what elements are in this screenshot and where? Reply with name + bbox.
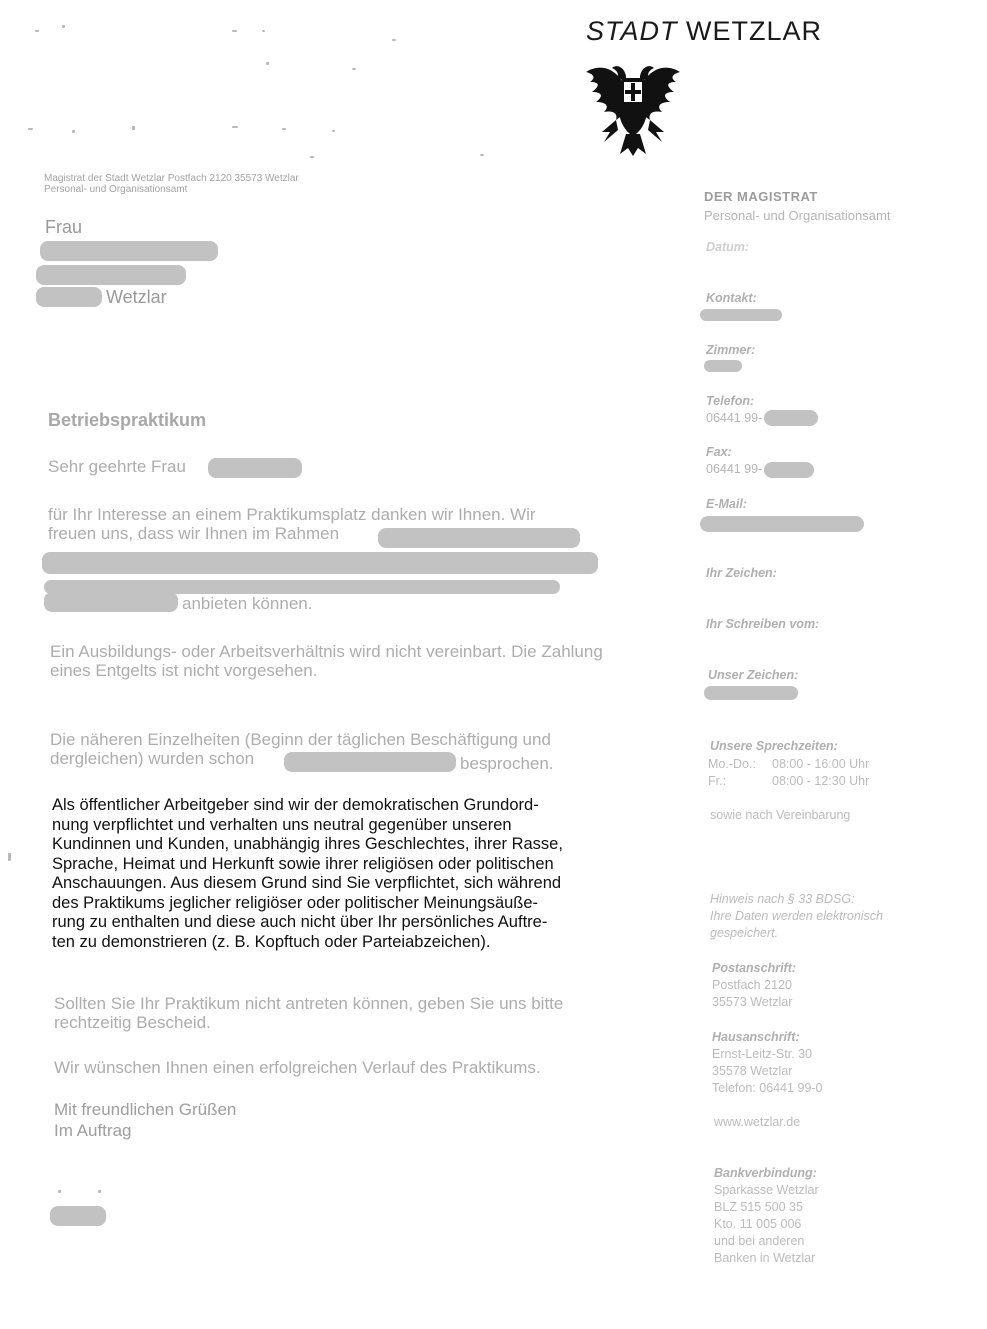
- eagle-coat-of-arms-icon: [582, 58, 684, 158]
- email-label: E-Mail:: [706, 497, 747, 511]
- sidebar-department: Personal- und Organisationsamt: [704, 208, 891, 223]
- your-reference-label: Ihr Zeichen:: [706, 566, 777, 580]
- phone-value: 06441 99-: [706, 411, 763, 425]
- paragraph-line: Anschauungen. Aus diesem Grund sind Sie verpflichtet, sich während: [52, 874, 562, 892]
- redaction-bar: [764, 462, 814, 478]
- body-paragraph: für Ihr Interesse an einem Praktikumsplatz danken wir Ihnen. Wir: [48, 505, 536, 524]
- paragraph-line: Als öffentlicher Arbeitgeber sind wir der demokratischen Grundord-: [52, 796, 539, 814]
- paragraph-line: des Praktikums jeglicher religiöser oder politischer Meinungsäuße-: [52, 893, 539, 912]
- body-paragraph: besprochen.: [460, 754, 554, 773]
- office-hours: [708, 756, 869, 790]
- recipient-city: Wetzlar: [106, 287, 167, 307]
- body-paragraph: dergleichen) wurden schon: [50, 749, 255, 768]
- street-address: [712, 1046, 823, 1097]
- fax-label: Fax:: [706, 445, 732, 459]
- date-label: Datum:: [706, 240, 750, 254]
- body-paragraph: Wir wünschen Ihnen einen erfolgreichen Verlauf des Praktikums.: [54, 1058, 541, 1077]
- recipient-salutation: Frau: [45, 217, 83, 237]
- redaction-bar: [700, 516, 864, 532]
- body-paragraph: freuen uns, dass wir Ihnen im Rahmen: [48, 524, 340, 543]
- office-hours-row: [708, 756, 869, 773]
- body-paragraph: Ein Ausbildungs- oder Arbeitsverhältnis wird nicht vereinbart. Die Zahlung eines Entgelts ist nicht vorgesehen.: [50, 642, 603, 680]
- office-hours-time: 08:00 - 16:00 Uhr: [772, 757, 870, 771]
- street-address-label: Hausanschrift:: [712, 1030, 800, 1044]
- privacy-notice: [710, 891, 883, 942]
- redaction-bar: [284, 752, 456, 772]
- redaction-bar: [44, 592, 178, 612]
- your-letter-label: Ihr Schreiben vom:: [706, 617, 820, 631]
- closing-on-behalf: Im Auftrag: [54, 1121, 132, 1140]
- sidebar-header: DER MAGISTRAT: [704, 189, 818, 204]
- redaction-bar: [700, 309, 782, 321]
- redaction-bar: [42, 552, 598, 574]
- redaction-bar: [704, 686, 798, 700]
- redaction-bar: [378, 528, 580, 548]
- street-address-line: Ernst-Leitz-Str. 30: [712, 1047, 813, 1061]
- contact-label: Kontakt:: [706, 291, 757, 305]
- scan-noise: [8, 853, 11, 861]
- neutrality-paragraph: [52, 796, 662, 952]
- signature-redaction: [50, 1206, 106, 1226]
- scan-noise: [98, 1190, 101, 1193]
- letterhead-title: [586, 16, 822, 47]
- bank-details-line: Sparkasse Wetzlar: [714, 1183, 819, 1197]
- paragraph-line: ten zu demonstrieren (z. B. Kopftuch oder Parteiabzeichen).: [52, 932, 491, 951]
- body-paragraph: Sollten Sie Ihr Praktikum nicht antreten können, geben Sie uns bitte rechtzeitig Bescheid.: [54, 994, 564, 1032]
- paragraph-line: rung zu enthalten und diese auch nicht über Ihr persönliches Auftre-: [52, 913, 548, 931]
- office-hours-days: Mo.-Do.:: [708, 757, 756, 771]
- redaction-bar: [36, 287, 102, 307]
- closing: Mit freundlichen Grüßen: [54, 1100, 237, 1119]
- bank-details-line: BLZ 515 500 35: [714, 1200, 803, 1214]
- city-prefix: STADT: [586, 16, 678, 46]
- city-name: WETZLAR: [686, 16, 823, 46]
- redaction-bar: [208, 458, 302, 478]
- bank-details-label: Bankverbindung:: [714, 1166, 817, 1180]
- redaction-bar: [36, 265, 186, 285]
- redaction-bar: [40, 241, 218, 261]
- return-address-line: Personal- und Organisationsamt: [44, 184, 188, 195]
- office-hours-row: [708, 773, 869, 790]
- office-hours-label: Unsere Sprechzeiten:: [710, 739, 838, 753]
- postal-address: [712, 977, 792, 1011]
- postal-address-line: 35573 Wetzlar: [712, 995, 793, 1009]
- street-address-line: Telefon: 06441 99-0: [712, 1081, 823, 1095]
- paragraph-line: Sprache, Heimat und Herkunft sowie ihrer religiösen oder politischen: [52, 854, 554, 873]
- return-address-line: Magistrat der Stadt Wetzlar Postfach 2120 35573 Wetzlar: [44, 173, 299, 184]
- phone-label: Telefon:: [706, 394, 755, 408]
- privacy-line: gespeichert.: [710, 926, 779, 940]
- our-reference-label: Unser Zeichen:: [708, 668, 799, 682]
- body-paragraph: anbieten können.: [182, 594, 313, 613]
- scan-noise: [58, 1190, 61, 1193]
- privacy-line: Ihre Daten werden elektronisch: [710, 909, 884, 923]
- bank-details-line: Kto. 11 005 006: [714, 1217, 802, 1231]
- letter-subject: Betriebspraktikum: [48, 410, 207, 430]
- website-link[interactable]: www.wetzlar.de: [714, 1115, 801, 1129]
- office-hours-note: sowie nach Vereinbarung: [710, 808, 851, 822]
- fax-value: 06441 99-: [706, 462, 763, 476]
- street-address-line: 35578 Wetzlar: [712, 1064, 793, 1078]
- postal-address-label: Postanschrift:: [712, 961, 797, 975]
- office-hours-time: 08:00 - 12:30 Uhr: [772, 774, 870, 788]
- bank-details: [714, 1182, 819, 1267]
- greeting: Sehr geehrte Frau: [48, 457, 186, 476]
- room-label: Zimmer:: [706, 343, 756, 357]
- privacy-line: Hinweis nach § 33 BDSG:: [710, 892, 855, 906]
- bank-details-line: und bei anderen: [714, 1234, 805, 1248]
- office-hours-days: Fr.:: [708, 774, 727, 788]
- return-address: [44, 173, 299, 195]
- bank-details-line: Banken in Wetzlar: [714, 1251, 816, 1265]
- postal-address-line: Postfach 2120: [712, 978, 792, 992]
- body-paragraph: Die näheren Einzelheiten (Beginn der täglichen Beschäftigung und: [50, 730, 551, 749]
- paragraph-line: Kundinnen und Kunden, unabhängig ihres Geschlechtes, ihrer Rasse,: [52, 835, 563, 853]
- redaction-bar: [704, 360, 742, 372]
- redaction-bar: [764, 410, 818, 426]
- paragraph-line: nung verpflichtet und verhalten uns neutral gegenüber unseren: [52, 815, 512, 834]
